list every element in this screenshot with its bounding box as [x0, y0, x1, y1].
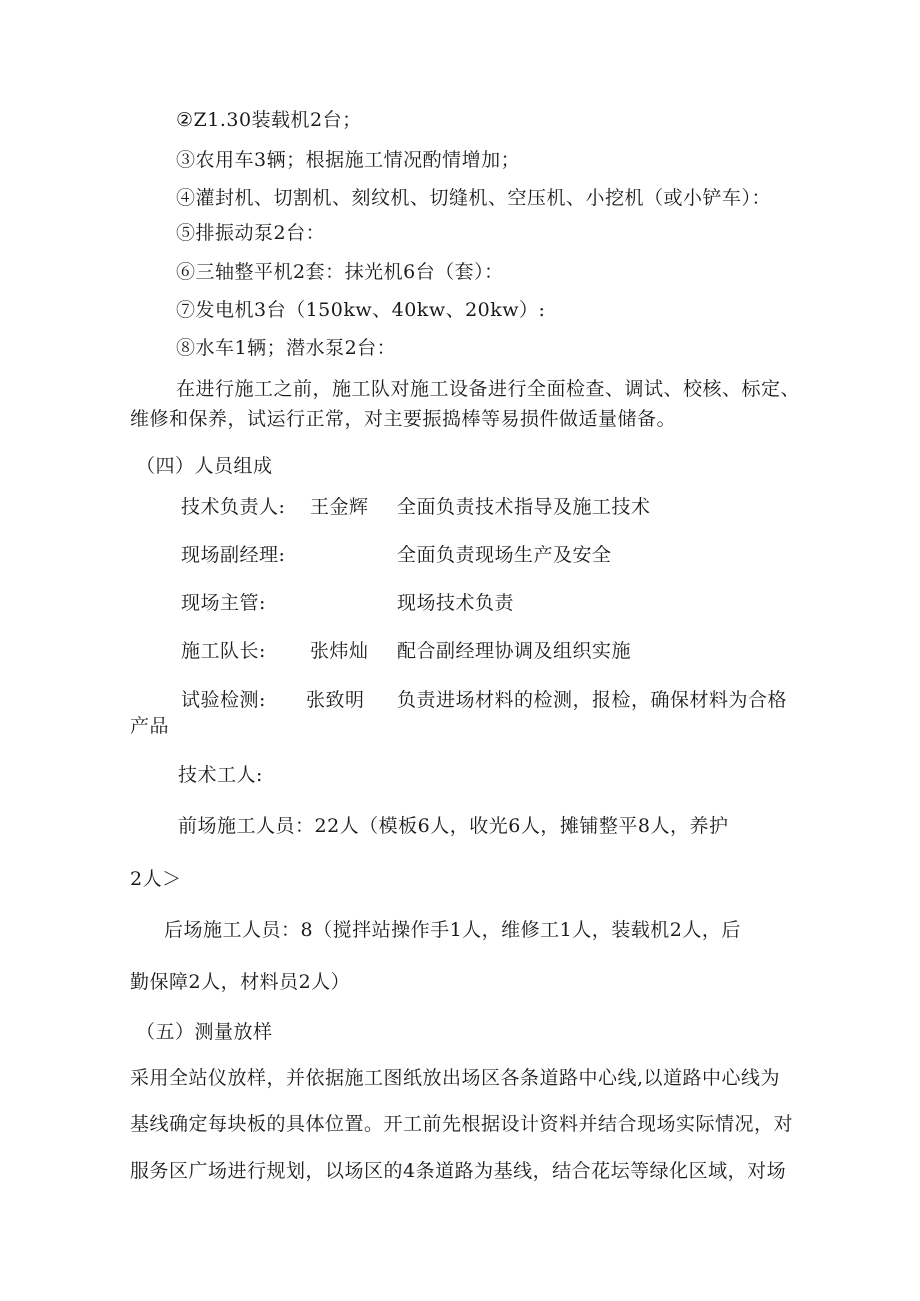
survey-line-2: 基线确定每块板的具体位置。开工前先根据设计资料并结合现场实际情况，对 [130, 1113, 794, 1135]
back-workers-line-1: 后场施工人员：8（搅拌站操作手1人，维修工1人，装载机2人，后 [164, 919, 741, 941]
personnel-role: 现场主管: [181, 592, 266, 614]
personnel-name: 张致明 [306, 689, 365, 711]
personnel-heading: （四）人员组成 [136, 455, 273, 477]
personnel-role: 试验检测: [181, 689, 266, 711]
front-workers-line-1: 前场施工人员：22人（模板6人，收光6人，摊铺整平8人，养护 [178, 815, 729, 837]
personnel-row-wrap: 产品 [130, 715, 170, 737]
equipment-item-4: ④灌封机、切割机、刻纹机、切缝机、空压机、小挖机（或小铲车）： [176, 187, 772, 209]
personnel-duty: 现场技术负责 [397, 592, 515, 614]
front-workers-line-2: 2人＞ [130, 868, 182, 890]
technical-workers-label: 技术工人: [178, 764, 263, 786]
survey-line-3: 服务区广场进行规划，以场区的4条道路为基线，结合花坛等绿化区域，对场 [130, 1160, 787, 1182]
personnel-role: 现场副经理: [181, 544, 286, 566]
equipment-item-5: ⑤排振动泵2台： [176, 222, 326, 244]
equipment-item-2: ②Z1.30装载机2台； [176, 109, 362, 131]
personnel-duty: 负责进场材料的检测，报检，确保材料为合格 [397, 689, 788, 711]
personnel-name: 张炜灿 [310, 640, 369, 662]
equipment-item-6: ⑥三轴整平机2套：抹光机6台（套）： [176, 261, 504, 283]
personnel-role: 施工队长: [181, 640, 266, 662]
personnel-duty: 全面负责现场生产及安全 [397, 544, 612, 566]
personnel-name: 王金辉 [310, 496, 369, 518]
equipment-note-line-1: 在进行施工之前，施工队对施工设备进行全面检查、调试、校核、标定、 [176, 378, 801, 400]
equipment-item-8: ⑧水车1辆；潜水泵2台： [176, 337, 397, 359]
equipment-note-line-2: 维修和保养，试运行正常，对主要振捣棒等易损件做适量储备。 [130, 408, 677, 430]
survey-line-1: 采用全站仪放样，并依据施工图纸放出场区各条道路中心线,以道路中心线为 [130, 1067, 781, 1089]
personnel-duty: 全面负责技术指导及施工技术 [397, 496, 651, 518]
back-workers-line-2: 勤保障2人，材料员2人） [130, 971, 351, 993]
survey-heading: （五）测量放样 [136, 1021, 273, 1043]
personnel-duty: 配合副经理协调及组织实施 [397, 640, 632, 662]
personnel-role: 技术负责人: [181, 496, 286, 518]
equipment-item-3: ③农用车3辆；根据施工情况酌情增加； [176, 149, 521, 171]
equipment-item-7: ⑦发电机3台（150kw、40kw、20kw）: [176, 299, 546, 321]
